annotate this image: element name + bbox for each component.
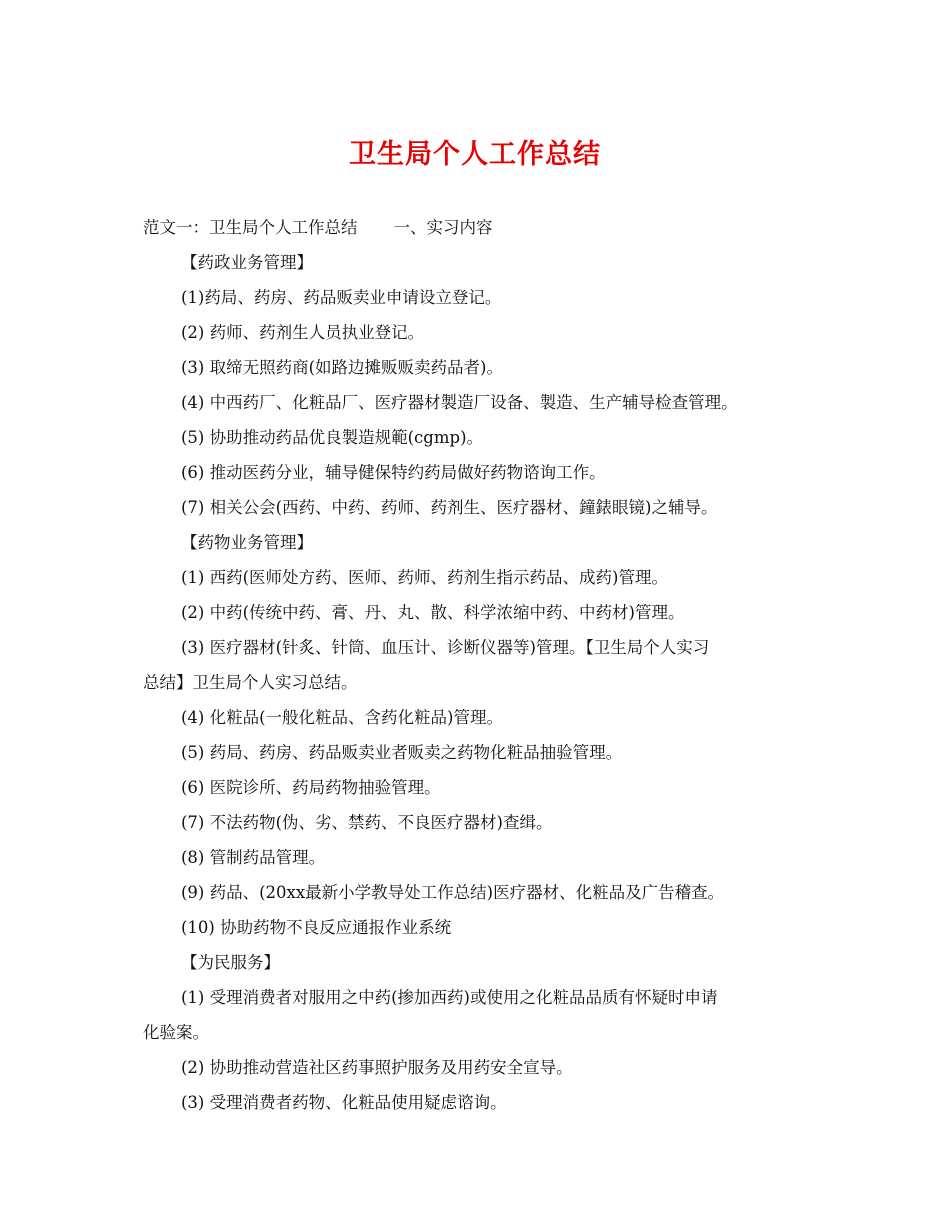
- intro-heading: 范文一：卫生局个人工作总结: [143, 218, 358, 237]
- list-item: (6) 推动医药分业，辅导健保特约药局做好药物谘询工作。: [181, 463, 606, 482]
- list-item: (8) 管制药品管理。: [181, 848, 326, 867]
- list-item: (3) 受理消费者药物、化粧品使用疑虑谘询。: [181, 1093, 507, 1112]
- list-item: (5) 协助推动药品优良製造规範(cgmp)。: [181, 428, 484, 447]
- list-item: (4) 化粧品(一般化粧品、含药化粧品)管理。: [181, 708, 503, 727]
- list-item: (5) 药局、药房、药品贩卖业者贩卖之药物化粧品抽验管理。: [181, 743, 623, 762]
- document-body: [143, 210, 823, 1120]
- list-item: (2) 药师、药剂生人员执业登记。: [181, 323, 425, 342]
- section-heading: 【为民服务】: [181, 953, 280, 972]
- list-item: (10) 协助药物不良反应通报作业系统: [181, 918, 452, 937]
- list-item: (7) 相关公会(西药、中药、药师、药剂生、医疗器材、鐘錶眼镜)之辅导。: [181, 498, 718, 517]
- list-item: (3) 医疗器材(针炙、针筒、血压计、诊断仪器等)管理。【卫生局个人实习: [181, 638, 710, 657]
- document-title: 卫生局个人工作总结: [349, 139, 601, 170]
- list-item: (1) 西药(医师处方药、医师、药师、药剂生指示药品、成药)管理。: [181, 568, 668, 587]
- list-item: (7) 不法药物(伪、劣、禁药、不良医疗器材)查缉。: [181, 813, 553, 832]
- list-item: (1) 受理消费者对服用之中药(掺加西药)或使用之化粧品品质有怀疑时申请: [181, 988, 718, 1007]
- section-heading-internship: 一、实习内容: [393, 218, 493, 237]
- list-item: (3) 取缔无照药商(如路边摊贩贩卖药品者)。: [181, 358, 503, 377]
- list-item: (4) 中西药厂、化粧品厂、医疗器材製造厂设备、製造、生产辅导检查管理。: [181, 393, 738, 412]
- list-item: (1)药局、药房、药品贩卖业申请设立登记。: [181, 288, 502, 307]
- section-heading: 【药政业务管理】: [181, 253, 313, 272]
- intro-line: [143, 210, 823, 245]
- list-item: (2) 中药(传统中药、膏、丹、丸、散、科学浓缩中药、中药材)管理。: [181, 603, 685, 622]
- list-item-continuation: 化验案。: [143, 1023, 209, 1042]
- list-item: (6) 医院诊所、药局药物抽验管理。: [181, 778, 441, 797]
- list-item: (9) 药品、(20xx最新小学教导处工作总结)医疗器材、化粧品及广告稽查。: [181, 883, 725, 902]
- section-heading: 【药物业务管理】: [181, 533, 313, 552]
- list-item-continuation: 总结】卫生局个人实习总结。: [143, 673, 358, 692]
- list-item: (2) 协助推动营造社区药事照护服务及用药安全宣导。: [181, 1058, 573, 1077]
